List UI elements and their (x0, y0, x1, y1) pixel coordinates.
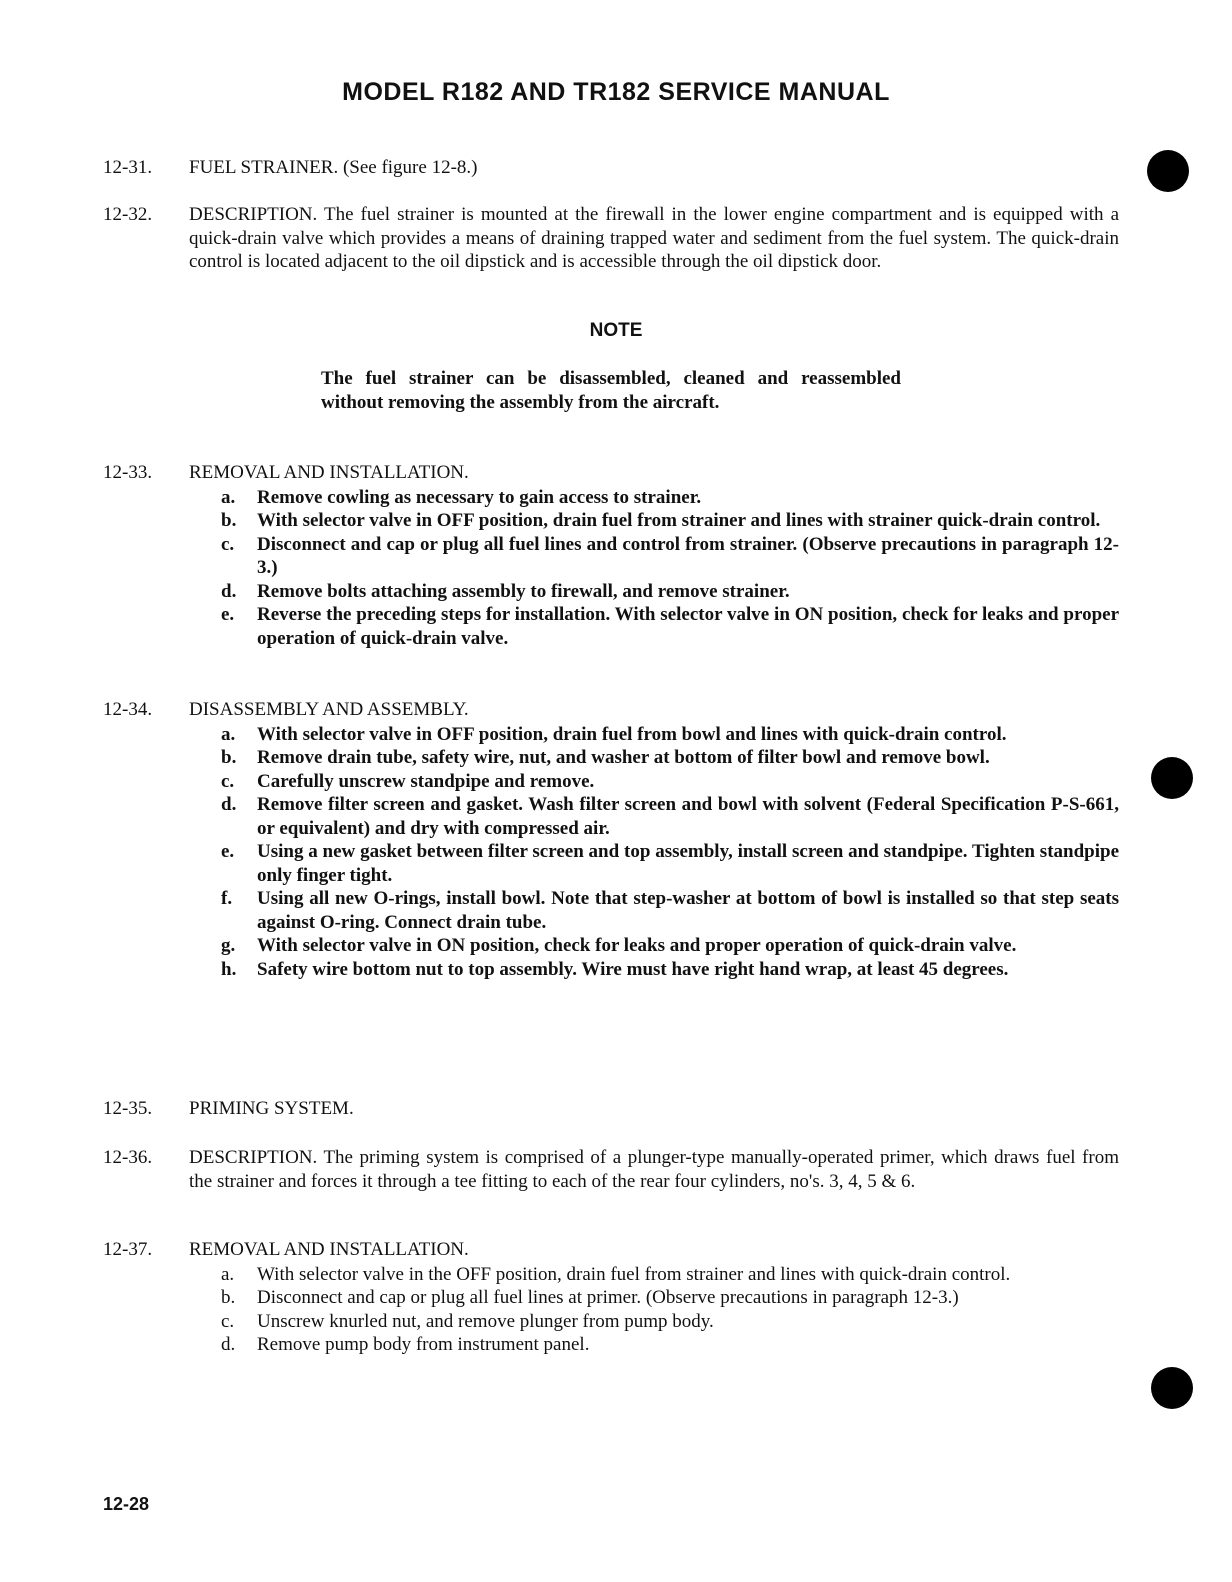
step-letter: d. (221, 1334, 236, 1355)
step-text: Disconnect and cap or plug all fuel lines and control from strainer. (Observe precautions in paragraph 12-3.) (257, 533, 1119, 578)
step-letter: a. (221, 1263, 235, 1285)
step-item (221, 840, 1119, 887)
section-12-32 (103, 203, 1119, 274)
step-item (221, 887, 1119, 934)
step-letter: f. (221, 888, 233, 909)
step-item (221, 723, 1119, 747)
step-item (221, 1263, 1119, 1287)
section-heading: PRIMING SYSTEM. (189, 1098, 354, 1119)
section-heading: REMOVAL AND INSTALLATION. (189, 1239, 469, 1260)
step-item (221, 770, 1119, 794)
step-item (221, 958, 1119, 982)
step-text: Using a new gasket between filter screen and top assembly, install screen and standpipe. Tighten standpipe only finger tight. (257, 841, 1119, 886)
step-item (221, 486, 1119, 510)
step-item (221, 1310, 1119, 1334)
binder-hole-top (1147, 150, 1189, 192)
step-item (221, 746, 1119, 770)
binder-hole-middle (1151, 757, 1193, 799)
step-text: Disconnect and cap or plug all fuel lines at primer. (Observe precautions in paragraph 12-3.) (257, 1287, 959, 1308)
step-text: Safety wire bottom nut to top assembly. Wire must have right hand wrap, at least 45 degrees. (257, 958, 1009, 980)
binder-hole-bottom (1151, 1367, 1193, 1409)
step-item (221, 580, 1119, 604)
section-paragraph: DESCRIPTION. The fuel strainer is mounted at the firewall in the lower engine compartment and is equipped with a quick-drain valve which provides a means of draining trapped water and sediment from the fuel system. The quick-drain control is located adjacent to the oil dipstick and is accessible through the oil dipstick door. (189, 204, 1119, 272)
step-text: With selector valve in OFF position, drain fuel from strainer and lines with strainer quick-drain control. (257, 510, 1101, 531)
step-text: Remove drain tube, safety wire, nut, and washer at bottom of filter bowl and remove bowl. (257, 747, 990, 768)
step-text: With selector valve in the OFF position, drain fuel from strainer and lines with quick-drain control. (257, 1263, 1011, 1285)
section-12-36 (103, 1146, 1119, 1193)
section-12-35 (103, 1097, 1119, 1121)
section-heading: DISASSEMBLY AND ASSEMBLY. (189, 699, 469, 720)
step-letter: b. (221, 510, 237, 531)
step-list (221, 723, 1119, 982)
step-item (221, 1333, 1119, 1357)
step-list (221, 1263, 1119, 1357)
section-number: 12-35. (103, 1098, 153, 1119)
section-12-31 (103, 156, 1119, 180)
step-letter: d. (221, 580, 237, 602)
section-paragraph: DESCRIPTION. The priming system is comprised of a plunger-type manually-operated primer, which draws fuel from the strainer and forces it through a tee fitting to each of the rear four cylinders, no's. 3, 4, 5 & 6. (189, 1147, 1119, 1192)
note-title: NOTE (589, 320, 643, 341)
section-12-37 (103, 1238, 1119, 1357)
step-list (221, 486, 1119, 651)
section-12-34 (103, 698, 1119, 981)
step-text: Unscrew knurled nut, and remove plunger from pump body. (257, 1310, 714, 1332)
step-letter: e. (221, 841, 235, 862)
step-item (221, 793, 1119, 840)
step-item (221, 934, 1119, 958)
section-heading: FUEL STRAINER. (See figure 12-8.) (189, 157, 478, 178)
step-text: Remove pump body from instrument panel. (257, 1334, 590, 1355)
step-letter: c. (221, 533, 235, 555)
page-number: 12-28 (103, 1494, 150, 1514)
step-letter: c. (221, 1310, 235, 1332)
step-letter: h. (221, 958, 237, 980)
page-title: MODEL R182 AND TR182 SERVICE MANUAL (342, 78, 890, 106)
section-heading: REMOVAL AND INSTALLATION. (189, 462, 469, 483)
step-item (221, 603, 1119, 650)
step-letter: a. (221, 723, 236, 745)
step-text: Carefully unscrew standpipe and remove. (257, 770, 595, 792)
step-letter: c. (221, 770, 235, 792)
step-item (221, 533, 1119, 580)
step-text: Remove bolts attaching assembly to firewall, and remove strainer. (257, 580, 790, 602)
section-number: 12-37. (103, 1239, 153, 1260)
section-number: 12-31. (103, 157, 153, 178)
note-text: The fuel strainer can be disassembled, cleaned and reassembled without removing the assembly from the aircraft. (321, 368, 901, 413)
step-letter: e. (221, 604, 235, 625)
step-letter: a. (221, 486, 236, 508)
step-text: Using all new O-rings, install bowl. Note that step-washer at bottom of bowl is installed so that step seats against O-ring. Connect drain tube. (257, 888, 1119, 933)
step-text: With selector valve in ON position, check for leaks and proper operation of quick-drain valve. (257, 935, 1017, 956)
step-letter: b. (221, 747, 237, 768)
section-number: 12-34. (103, 699, 153, 720)
step-text: Remove filter screen and gasket. Wash filter screen and bowl with solvent (Federal Specification P-S-661, or equivalent) and dry with compressed air. (257, 794, 1119, 839)
section-number: 12-32. (103, 204, 153, 225)
section-number: 12-33. (103, 462, 153, 483)
step-text: Reverse the preceding steps for installation. With selector valve in ON position, check for leaks and proper operation of quick-drain valve. (257, 604, 1119, 649)
step-text: With selector valve in OFF position, drain fuel from bowl and lines with quick-drain control. (257, 723, 1007, 745)
step-text: Remove cowling as necessary to gain access to strainer. (257, 486, 702, 508)
step-letter: d. (221, 794, 237, 815)
step-item (221, 1286, 1119, 1310)
step-letter: b. (221, 1287, 236, 1308)
section-12-33 (103, 461, 1119, 650)
step-item (221, 509, 1119, 533)
step-letter: g. (221, 935, 236, 956)
section-number: 12-36. (103, 1147, 153, 1168)
